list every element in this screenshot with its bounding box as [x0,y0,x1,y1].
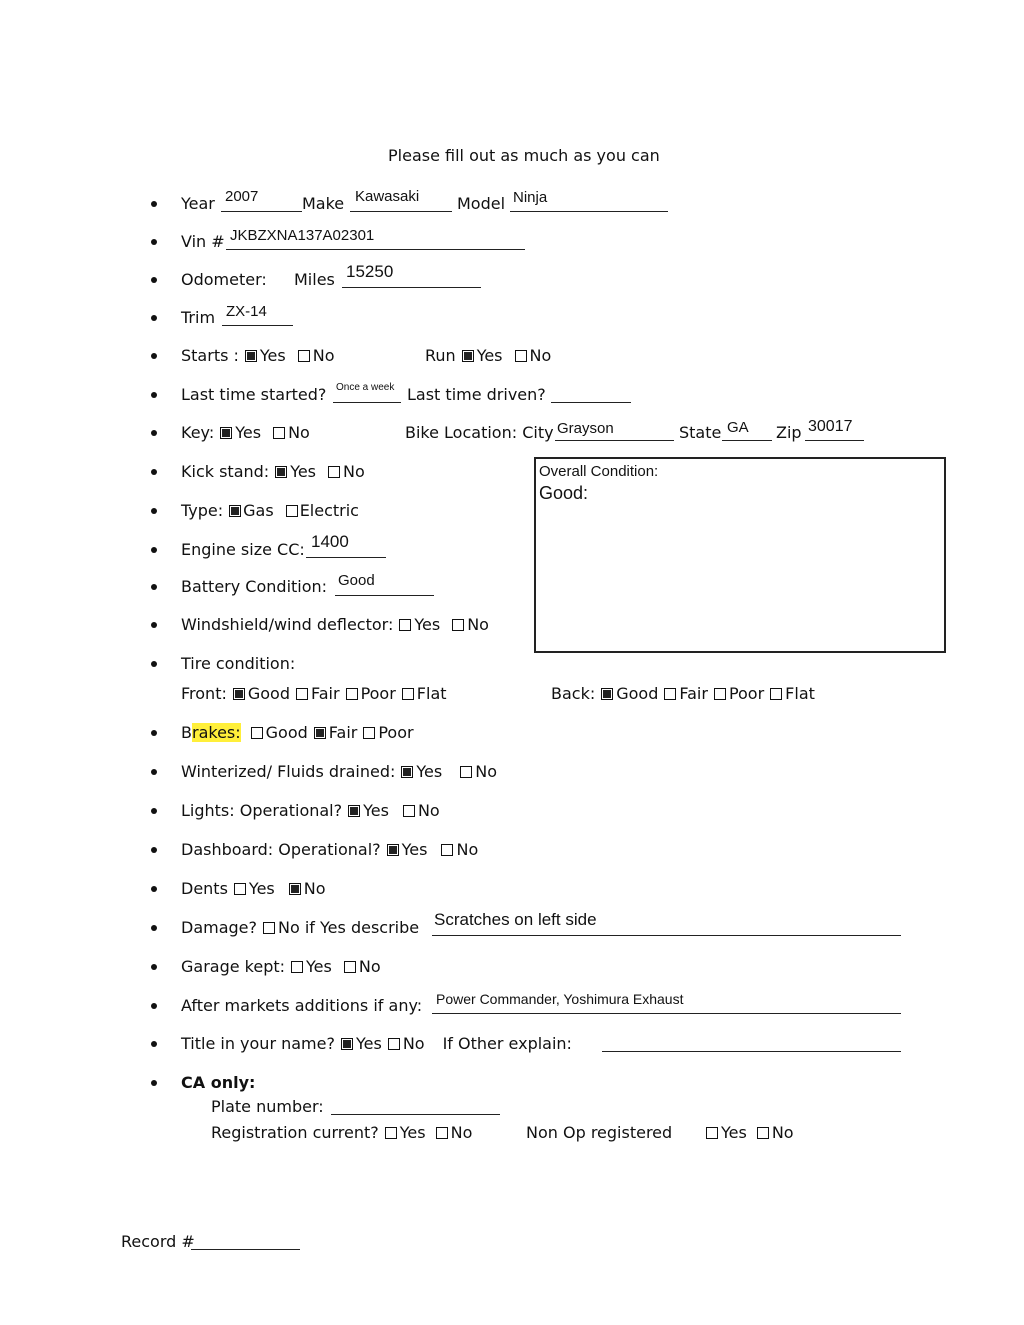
bullet [151,201,157,207]
back-poor-label: Poor [728,684,765,703]
bullet [151,315,157,321]
zip-field[interactable] [805,440,864,441]
trim-field[interactable] [222,325,293,326]
model-value: Ninja [513,189,548,206]
zip-value: 30017 [808,418,853,435]
kickstand-yes-checkbox[interactable] [275,466,287,478]
bullet [151,508,157,514]
bullet [151,808,157,814]
starts-yes-label: Yes [259,346,286,365]
battery-field[interactable] [335,595,434,596]
year-field[interactable] [221,211,302,212]
year-value: 2007 [225,188,259,205]
last-started-value: Once a week [336,382,395,393]
front-good-label: Good [247,684,290,703]
garage-label: Garage kept: [181,957,286,976]
state-field[interactable] [722,440,772,441]
back-poor-checkbox[interactable] [714,688,726,700]
damage-no-checkbox[interactable] [263,922,275,934]
starts-no-checkbox[interactable] [298,350,310,362]
winterized-no-checkbox[interactable] [460,766,472,778]
nonop-yes-checkbox[interactable] [706,1127,718,1139]
dents-yes-label: Yes [248,879,275,898]
registration-no-label: No [450,1123,473,1142]
bullet [151,547,157,553]
lights-yes-checkbox[interactable] [348,805,360,817]
city-field[interactable] [555,440,674,441]
type-row [181,501,359,520]
dents-row [181,879,326,898]
garage-yes-checkbox[interactable] [291,961,303,973]
registration-yes-label: Yes [399,1123,426,1142]
starts-row [181,346,335,365]
battery-value: Good [338,572,375,589]
state-label: State [679,423,722,442]
aftermarket-label: After markets additions if any: [181,996,423,1015]
garage-row [181,957,381,976]
lights-no-label: No [417,801,440,820]
winterized-row [181,762,497,781]
registration-no-checkbox[interactable] [436,1127,448,1139]
bullet [151,1080,157,1086]
brakes-row [181,723,414,742]
kickstand-label: Kick stand: [181,462,270,481]
type-gas-checkbox[interactable] [229,505,241,517]
kickstand-yes-label: Yes [290,462,317,481]
back-flat-checkbox[interactable] [770,688,782,700]
trim-value: ZX-14 [226,303,267,320]
year-label: Year [181,194,215,213]
tire-front-label: Front: [181,684,227,703]
last-started-label: Last time started? [181,385,327,404]
tire-back-label: Back: [551,684,596,703]
starts-yes-checkbox[interactable] [245,350,257,362]
brakes-label-highlight: rakes: [191,723,241,742]
garage-no-label: No [358,957,381,976]
damage-value: Scratches on left side [434,910,597,929]
registration-label: Registration current? [211,1123,379,1142]
key-yes-label: Yes [235,423,262,442]
key-label: Key: [181,423,215,442]
title-no-label: No [402,1034,425,1053]
dashboard-row [181,840,478,859]
bullet [151,239,157,245]
windshield-yes-label: Yes [414,615,441,634]
model-field[interactable] [510,211,668,212]
kickstand-no-checkbox[interactable] [328,466,340,478]
title-no-checkbox[interactable] [388,1038,400,1050]
vin-field[interactable] [226,249,525,250]
starts-no-label: No [312,346,335,365]
brakes-fair-label: Fair [328,723,358,742]
bullet [151,964,157,970]
dents-yes-checkbox[interactable] [234,883,246,895]
front-poor-label: Poor [360,684,396,703]
brakes-label-first: B [181,723,192,742]
lights-row [181,801,440,820]
front-flat-label: Flat [416,684,447,703]
dashboard-yes-checkbox[interactable] [387,844,399,856]
run-yes-label: Yes [476,346,503,365]
bullet [151,469,157,475]
key-no-label: No [288,423,310,442]
location-label: Bike Location: City [405,423,554,442]
bullet [151,392,157,398]
tire-label: Tire condition: [181,654,296,673]
brakes-poor-label: Poor [378,723,414,742]
key-yes-checkbox[interactable] [220,427,232,439]
key-no-checkbox[interactable] [273,427,285,439]
miles-value: 15250 [346,262,394,281]
make-value: Kawasaki [355,188,420,205]
run-no-checkbox[interactable] [515,350,527,362]
brakes-good-label: Good [265,723,308,742]
bullet [151,353,157,359]
nonop-no-checkbox[interactable] [757,1127,769,1139]
winterized-no-label: No [475,762,497,781]
lights-no-checkbox[interactable] [403,805,415,817]
windshield-no-checkbox[interactable] [452,619,464,631]
key-row [181,423,310,442]
run-label: Run [425,346,456,365]
model-label: Model [457,194,506,213]
brakes-fair-checkbox[interactable] [314,727,326,739]
back-fair-label: Fair [679,684,708,703]
type-electric-checkbox[interactable] [286,505,298,517]
windshield-no-label: No [467,615,489,634]
zip-label: Zip [776,423,802,442]
miles-label: Miles [294,270,335,289]
tire-back-row [551,684,815,703]
windshield-yes-checkbox[interactable] [399,619,411,631]
lights-label: Lights: Operational? [181,801,343,820]
starts-label: Starts : [181,346,239,365]
windshield-row [181,615,489,634]
city-value: Grayson [557,420,614,437]
title-yes-checkbox[interactable] [341,1038,353,1050]
battery-label: Battery Condition: [181,577,328,596]
back-good-label: Good [616,684,659,703]
damage-no-label: No if Yes describe [278,918,420,937]
bullet [151,430,157,436]
plate-field[interactable] [331,1114,500,1115]
type-label: Type: [181,501,224,520]
bullet [151,925,157,931]
type-electric-label: Electric [299,501,359,520]
vin-label: Vin # [181,232,225,251]
bullet [151,847,157,853]
overall-condition-label: Overall Condition: [539,463,659,480]
odometer-label: Odometer: [181,270,267,289]
damage-field[interactable] [432,935,901,936]
type-gas-label: Gas [243,501,274,520]
state-value: GA [727,419,749,436]
damage-row [181,918,419,937]
registration-row [211,1123,472,1142]
bullet [151,886,157,892]
dashboard-label: Dashboard: Operational? [181,840,381,859]
make-field[interactable] [350,211,452,212]
engine-field[interactable] [306,557,386,558]
run-yes-checkbox[interactable] [462,350,474,362]
make-label: Make [302,194,345,213]
bullet [151,622,157,628]
winterized-label: Winterized/ Fluids drained: [181,762,396,781]
bullet [151,277,157,283]
record-field[interactable] [191,1249,300,1250]
dashboard-no-checkbox[interactable] [441,844,453,856]
nonop-row [700,1123,794,1142]
engine-value: 1400 [311,532,349,551]
kickstand-row [181,462,365,481]
title-other-field[interactable] [602,1051,901,1052]
dashboard-no-label: No [456,840,479,859]
aftermarket-field[interactable] [432,1013,901,1014]
nonop-no-label: No [771,1123,794,1142]
engine-label: Engine size CC: [181,540,305,559]
vin-value: JKBZXNA137A02301 [230,227,375,244]
brakes-good-checkbox[interactable] [251,727,263,739]
nonop-yes-label: Yes [721,1123,747,1142]
front-poor-checkbox[interactable] [346,688,358,700]
title-yes-label: Yes [355,1034,382,1053]
back-good-checkbox[interactable] [601,688,613,700]
trim-label: Trim [181,308,216,327]
last-started-field[interactable] [333,402,401,403]
overall-condition-value: Good: [539,483,589,503]
title-label: Title in your name? [181,1034,335,1053]
garage-no-checkbox[interactable] [344,961,356,973]
bullet [151,1041,157,1047]
front-fair-label: Fair [311,684,340,703]
ca-only-label: CA only: [181,1073,256,1092]
bullet [151,1003,157,1009]
windshield-label: Windshield/wind deflector: [181,615,394,634]
winterized-yes-label: Yes [416,762,443,781]
run-no-label: No [529,346,552,365]
last-driven-label: Last time driven? [407,385,546,404]
kickstand-no-label: No [343,462,365,481]
bullet [151,730,157,736]
dents-no-label: No [303,879,326,898]
dents-label: Dents [181,879,228,898]
brakes-poor-checkbox[interactable] [363,727,375,739]
overall-condition-box[interactable] [534,457,946,653]
winterized-yes-checkbox[interactable] [401,766,413,778]
front-good-checkbox[interactable] [233,688,245,700]
tire-front-row [181,684,447,703]
back-fair-checkbox[interactable] [664,688,676,700]
aftermarket-value: Power Commander, Yoshimura Exhaust [436,991,684,1007]
back-flat-label: Flat [785,684,815,703]
front-fair-checkbox[interactable] [296,688,308,700]
bullet [151,769,157,775]
bullet [151,661,157,667]
nonop-label: Non Op registered [526,1123,673,1142]
title-other-label: If Other explain: [442,1034,572,1053]
damage-label: Damage? [181,918,258,937]
garage-yes-label: Yes [306,957,332,976]
front-flat-checkbox[interactable] [402,688,414,700]
bullet [151,584,157,590]
registration-yes-checkbox[interactable] [385,1127,397,1139]
title-row [181,1034,572,1053]
run-row [425,346,551,365]
dents-no-checkbox[interactable] [289,883,301,895]
last-driven-field[interactable] [551,402,631,403]
plate-label: Plate number: [211,1097,324,1116]
lights-yes-label: Yes [363,801,389,820]
miles-field[interactable] [342,287,481,288]
record-label: Record # [121,1232,195,1251]
dashboard-yes-label: Yes [401,840,428,859]
form-header: Please fill out as much as you can [388,146,660,165]
